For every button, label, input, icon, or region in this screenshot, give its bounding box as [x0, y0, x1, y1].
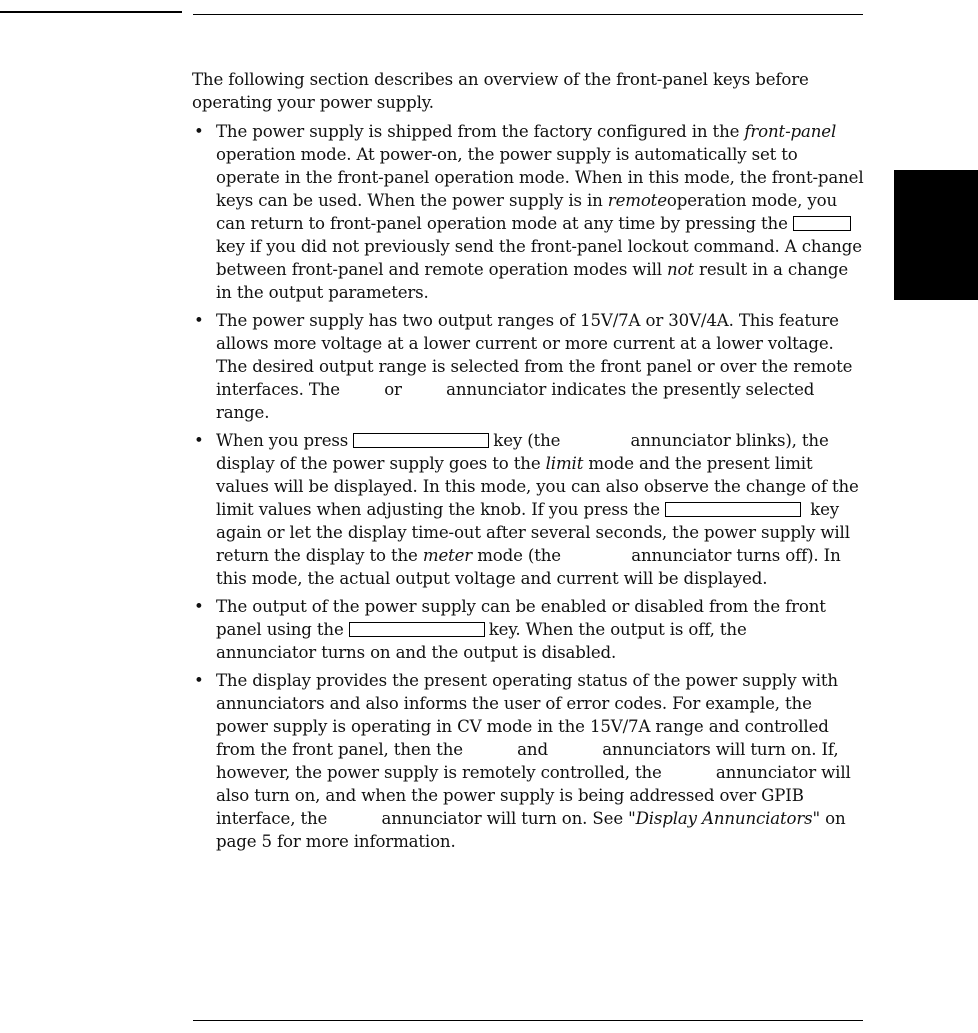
header-rule-right: [193, 14, 863, 15]
list-item-display-limit: • When you press key (the annunciator blinks), the display of the power supply goes to the limit mode and the present limit values will be displayed. In this mode, you can also observe the change of the limit values when adjusting the knob. If you press the key again or let the display time-out after several seconds, the power supply will return the display to the meter mode (the annunciator turns off). In this mode, the actual output voltage and current will be displayed.: [194, 431, 859, 588]
display-limit-key-again[interactable]: [665, 502, 801, 517]
footer-rule: [193, 1020, 863, 1021]
list-item-annunciators: • The display provides the present operating status of the power supply with annunciators and also informs the user of error codes. For example, the power supply is operating in CV mode in the 15V/7A range and controlled from the front panel, then the and annunciators will turn on. If, however, the power supply is remotely controlled, the annunciator will also turn on, and when the power supply is being addressed over GPIB interface, the annunciator will turn on. See "Display Annunciators" on page 5 for more information.: [194, 671, 851, 851]
local-key[interactable]: [793, 216, 851, 231]
intro-paragraph: The following section describes an overview of the front-panel keys before operating your power supply.: [192, 70, 809, 112]
chapter-tab: [894, 170, 978, 300]
output-on-off-key[interactable]: [349, 622, 485, 637]
overview-list: [192, 120, 864, 853]
header-rule-left: [0, 11, 182, 13]
display-limit-key[interactable]: [353, 433, 489, 448]
bullet: •: [194, 311, 204, 330]
list-item-operation-mode: • The power supply is shipped from the factory configured in the front-panel operation mode. At power-on, the power supply is automatically set to operate in the front-panel operation mode. When in this mode, the front-panel keys can be used. When the power supply is in remoteoperation mode, you can return to front-panel operation mode at any time by pressing the key if you did not previously send the front-panel lockout command. A change between front-panel and remote operation modes will not result in a change in the output parameters.: [194, 122, 864, 302]
list-item-output-ranges: • The power supply has two output ranges of 15V/7A or 30V/4A. This feature allows more voltage at a lower current or more current at a lower voltage. The desired output range is selected from the front panel or over the remote interfaces. The or annunciator indicates the presently selected range.: [194, 311, 853, 422]
bullet: •: [194, 122, 204, 141]
list-item-output-enable: • The output of the power supply can be enabled or disabled from the front panel using the key. When the output is off, the annunciator turns on and the output is disabled.: [194, 597, 826, 662]
bullet: •: [194, 671, 204, 690]
page-content: [192, 68, 864, 858]
bullet: •: [194, 431, 204, 450]
bullet: •: [194, 597, 204, 616]
